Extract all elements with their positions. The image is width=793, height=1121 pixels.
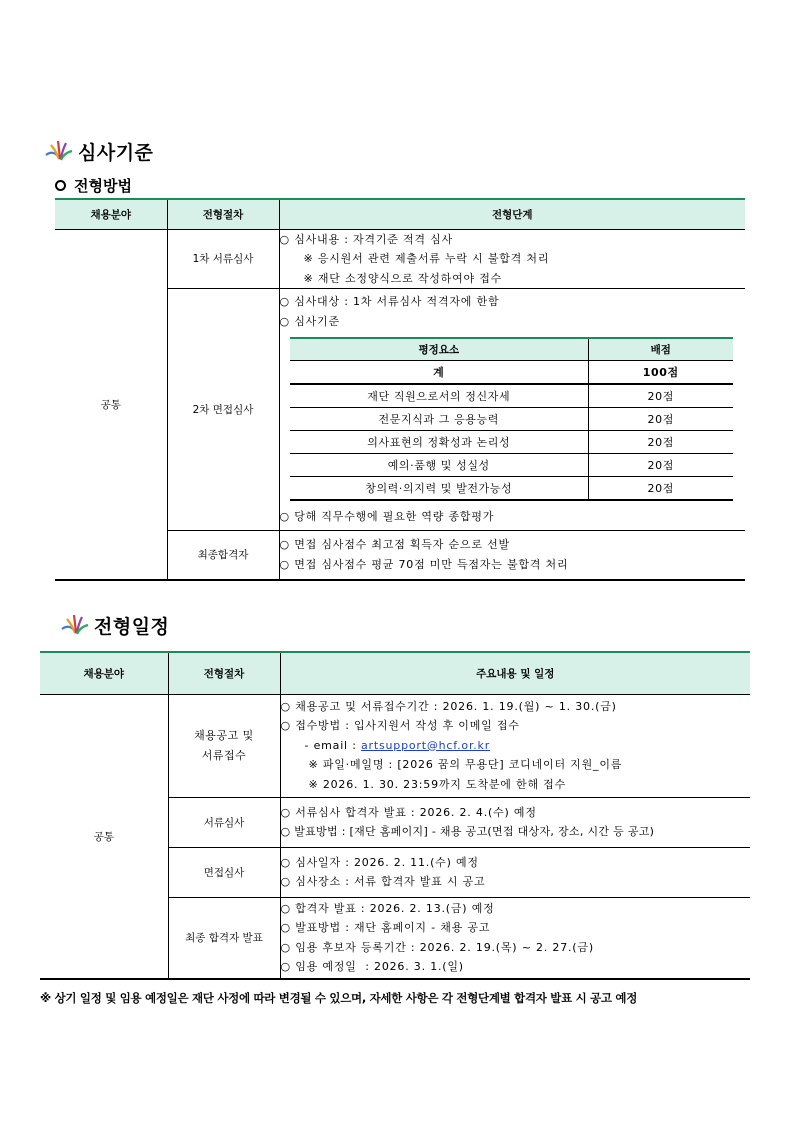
stage3-name: 최종합격자 [167,531,279,580]
stage1-name: 1차 서류심사 [167,229,279,289]
score-total-label: 계 [290,361,589,385]
score-header-item: 평정요소 [290,338,589,361]
stage2-content [279,289,745,531]
score-row [290,454,733,477]
section-title: 심사기준 [78,142,154,164]
table-row [40,694,750,797]
score-points: 20점 [589,454,733,477]
section-heading-screening [44,138,153,165]
step1-name [168,694,280,797]
stage3-line: ○ 면접 심사점수 평균 70점 미만 득점자는 불합격 처리 [279,557,569,571]
score-item: 창의력·의지력 및 발전가능성 [290,477,589,501]
step3-line: ○ 심사장소 : 서류 합격자 발표 시 공고 [280,875,486,888]
step4-line: ○ 합격자 발표 : 2026. 2. 13.(금) 예정 [280,901,495,915]
score-row [290,477,733,501]
score-item: 의사표현의 정확성과 논리성 [290,431,589,454]
step3-content [280,847,750,897]
foundation-logo-icon [44,139,74,165]
step3-name: 면접심사 [168,847,280,897]
screening-method-table [55,198,745,581]
step4-content [280,897,750,979]
header-stage: 전형단계 [279,199,745,229]
sub-heading-method [55,175,132,196]
score-header-row [290,338,733,361]
score-total-row [290,361,733,385]
field-cell: 공통 [40,694,168,979]
stage2-line: ○ 심사기준 [279,314,340,328]
field-cell: 공통 [55,229,167,580]
score-total-value: 100점 [589,361,733,385]
step4-name: 최종 합격자 발표 [168,897,280,979]
step1-line: ※ 파일·메일명 : [2026 꿈의 무용단] 코디네이터 지원_이름 [308,758,623,772]
step4-line: ○ 임용 예정일 : 2026. 3. 1.(일) [280,960,464,974]
step1-line: ○ 접수방법 : 입사지원서 작성 후 이메일 접수 [280,719,520,733]
step1-name-line: 채용공고 및 [194,729,254,742]
step1-name-line: 서류접수 [201,748,247,762]
section-heading-schedule [60,612,169,639]
table-row [55,229,745,289]
step4-line: ○ 발표방법 : 재단 홈페이지 - 채용 공고 [280,921,491,935]
stage2-line: ○ 심사대상 : 1차 서류심사 적격자에 한함 [279,295,500,309]
score-points: 20점 [589,408,733,431]
email-label: - email : [304,738,362,752]
stage2-name: 2차 면접심사 [167,289,279,531]
step1-line: ○ 채용공고 및 서류접수기간 : 2026. 1. 19.(월) ~ 1. 30.(금) [280,699,617,713]
stage3-content [279,531,745,580]
step2-line: ○ 서류심사 합격자 발표 : 2026. 2. 4.(수) 예정 [280,805,537,819]
score-row [290,408,733,431]
table-header-row [55,199,745,229]
score-points: 20점 [589,384,733,408]
score-item: 전문지식과 그 응용능력 [290,408,589,431]
stage2-line: ○ 당해 직무수행에 필요한 역량 종합평가 [279,510,495,524]
stage1-line: ※ 응시원서 관련 제출서류 누락 시 불합격 처리 [303,252,550,265]
circle-bullet-icon [55,180,66,191]
step1-content [280,694,750,797]
score-item: 재단 직원으로서의 정신자세 [290,384,589,408]
stage1-content [279,229,745,289]
stage1-line: ※ 재단 소정양식으로 작성하여야 접수 [303,271,503,285]
step3-line: ○ 심사일자 : 2026. 2. 11.(수) 예정 [280,855,479,869]
stage1-line: ○ 심사내용 : 자격기준 적격 심사 [279,232,453,246]
stage3-line: ○ 면접 심사점수 최고점 획득자 순으로 선발 [279,538,510,552]
score-row [290,384,733,408]
footnote: ※ 상기 일정 및 임용 예정일은 재단 사정에 따라 변경될 수 있으며, 자세한 사항은 각 전형단계별 합격자 발표 시 공고 예정 [40,991,638,1005]
schedule-table [40,651,750,980]
header-procedure: 전형절차 [167,199,279,229]
sub-heading-label: 전형방법 [74,177,132,195]
step2-name: 서류심사 [168,797,280,847]
score-table [290,337,733,501]
step2-content [280,797,750,847]
header-details: 주요내용 및 일정 [280,652,750,694]
step2-line: ○ 발표방법 : [재단 홈페이지] - 채용 공고(면접 대상자, 장소, 시간 등 공고) [280,825,655,838]
score-row [290,431,733,454]
table-header-row [40,652,750,694]
score-item: 예의·품행 및 성실성 [290,454,589,477]
foundation-logo-icon [60,613,90,639]
email-link[interactable]: artsupport@hcf.or.kr [361,738,491,752]
header-procedure: 전형절차 [168,652,280,694]
header-field: 채용분야 [40,652,168,694]
header-field: 채용분야 [55,199,167,229]
score-points: 20점 [589,431,733,454]
section-title: 전형일정 [94,616,170,638]
score-header-points: 배점 [589,338,733,361]
step1-line: ※ 2026. 1. 30. 23:59까지 도착분에 한해 접수 [308,777,567,791]
step1-email-line [281,736,751,756]
step4-line: ○ 임용 후보자 등록기간 : 2026. 2. 19.(목) ~ 2. 27.(금) [280,940,594,954]
score-points: 20점 [589,477,733,501]
